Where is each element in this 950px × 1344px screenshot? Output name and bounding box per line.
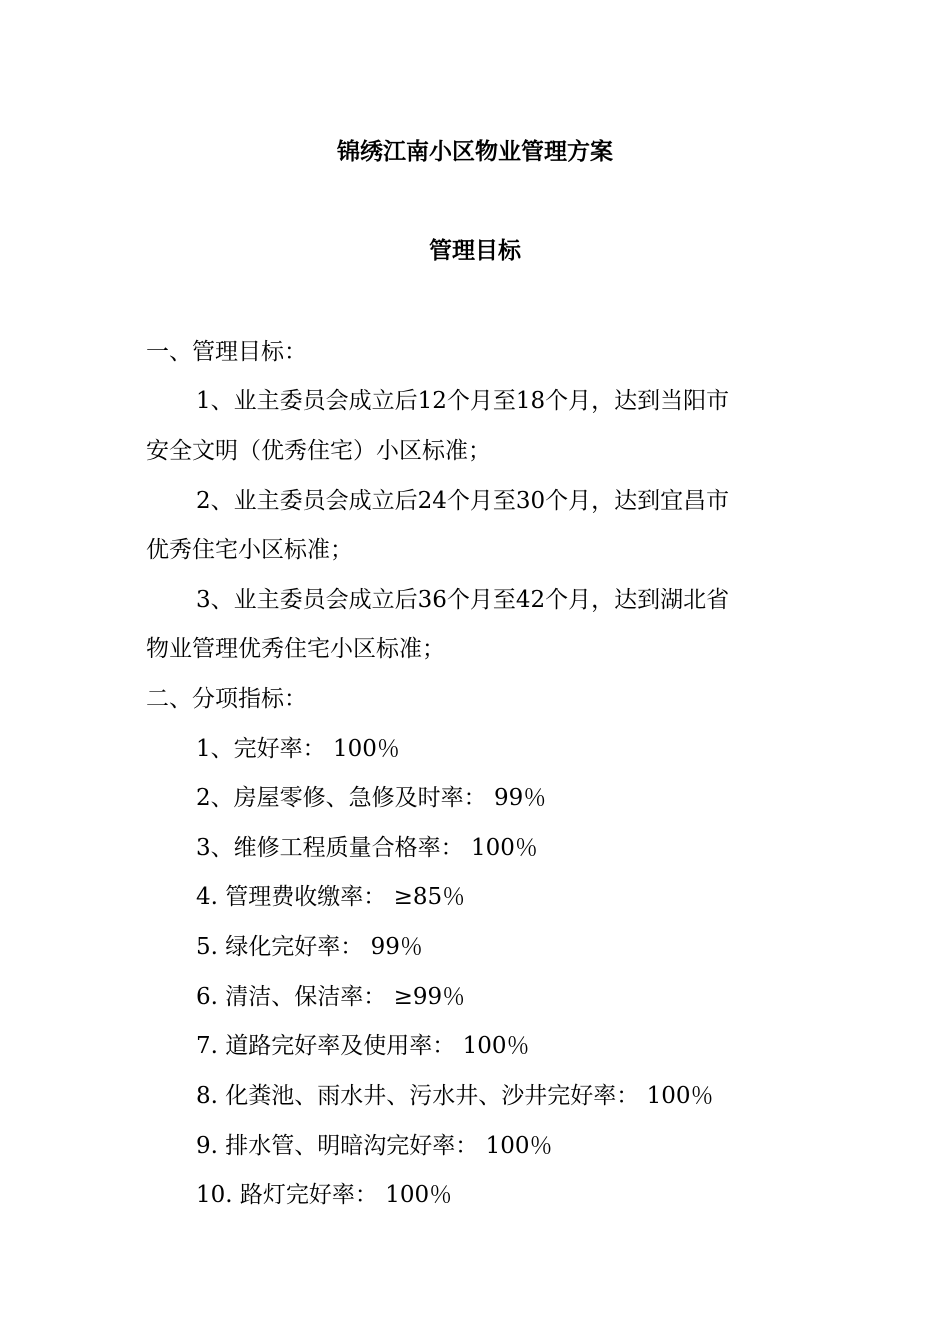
goal-item-3-line-2: 物业管理优秀住宅小区标准； xyxy=(146,636,445,662)
section1-heading: 一、管理目标： xyxy=(146,339,307,365)
indicator-item: 2、房屋零修、急修及时率： 99％ xyxy=(196,785,547,811)
section-title: 管理目标 xyxy=(429,238,521,264)
goal-item-1-line-2: 安全文明（优秀住宅）小区标准； xyxy=(146,438,491,464)
document-title: 锦绣江南小区物业管理方案 xyxy=(337,139,613,165)
indicator-item: 7. 道路完好率及使用率： 100％ xyxy=(196,1033,530,1059)
goal-item-2-line-2: 优秀住宅小区标准； xyxy=(146,537,353,563)
indicator-item: 8. 化粪池、雨水井、污水井、沙井完好率： 100％ xyxy=(196,1083,714,1109)
goal-item-3-line-1: 3、业主委员会成立后36个月至42个月，达到湖北省 xyxy=(196,587,730,613)
section2-heading: 二、分项指标： xyxy=(146,686,307,712)
indicator-item: 6. 清洁、保洁率： ≥99％ xyxy=(196,984,466,1010)
indicator-item: 4. 管理费收缴率： ≥85％ xyxy=(196,884,466,910)
indicator-item: 9. 排水管、明暗沟完好率： 100％ xyxy=(196,1133,553,1159)
goal-item-2-line-1: 2、业主委员会成立后24个月至30个月，达到宜昌市 xyxy=(196,488,730,514)
indicator-item: 3、维修工程质量合格率： 100％ xyxy=(196,835,538,861)
goal-item-1-line-1: 1、业主委员会成立后12个月至18个月，达到当阳市 xyxy=(196,388,730,414)
indicator-item: 10. 路灯完好率： 100％ xyxy=(196,1182,453,1208)
indicator-item: 5. 绿化完好率： 99％ xyxy=(196,934,423,960)
indicator-item: 1、完好率： 100％ xyxy=(196,736,400,762)
